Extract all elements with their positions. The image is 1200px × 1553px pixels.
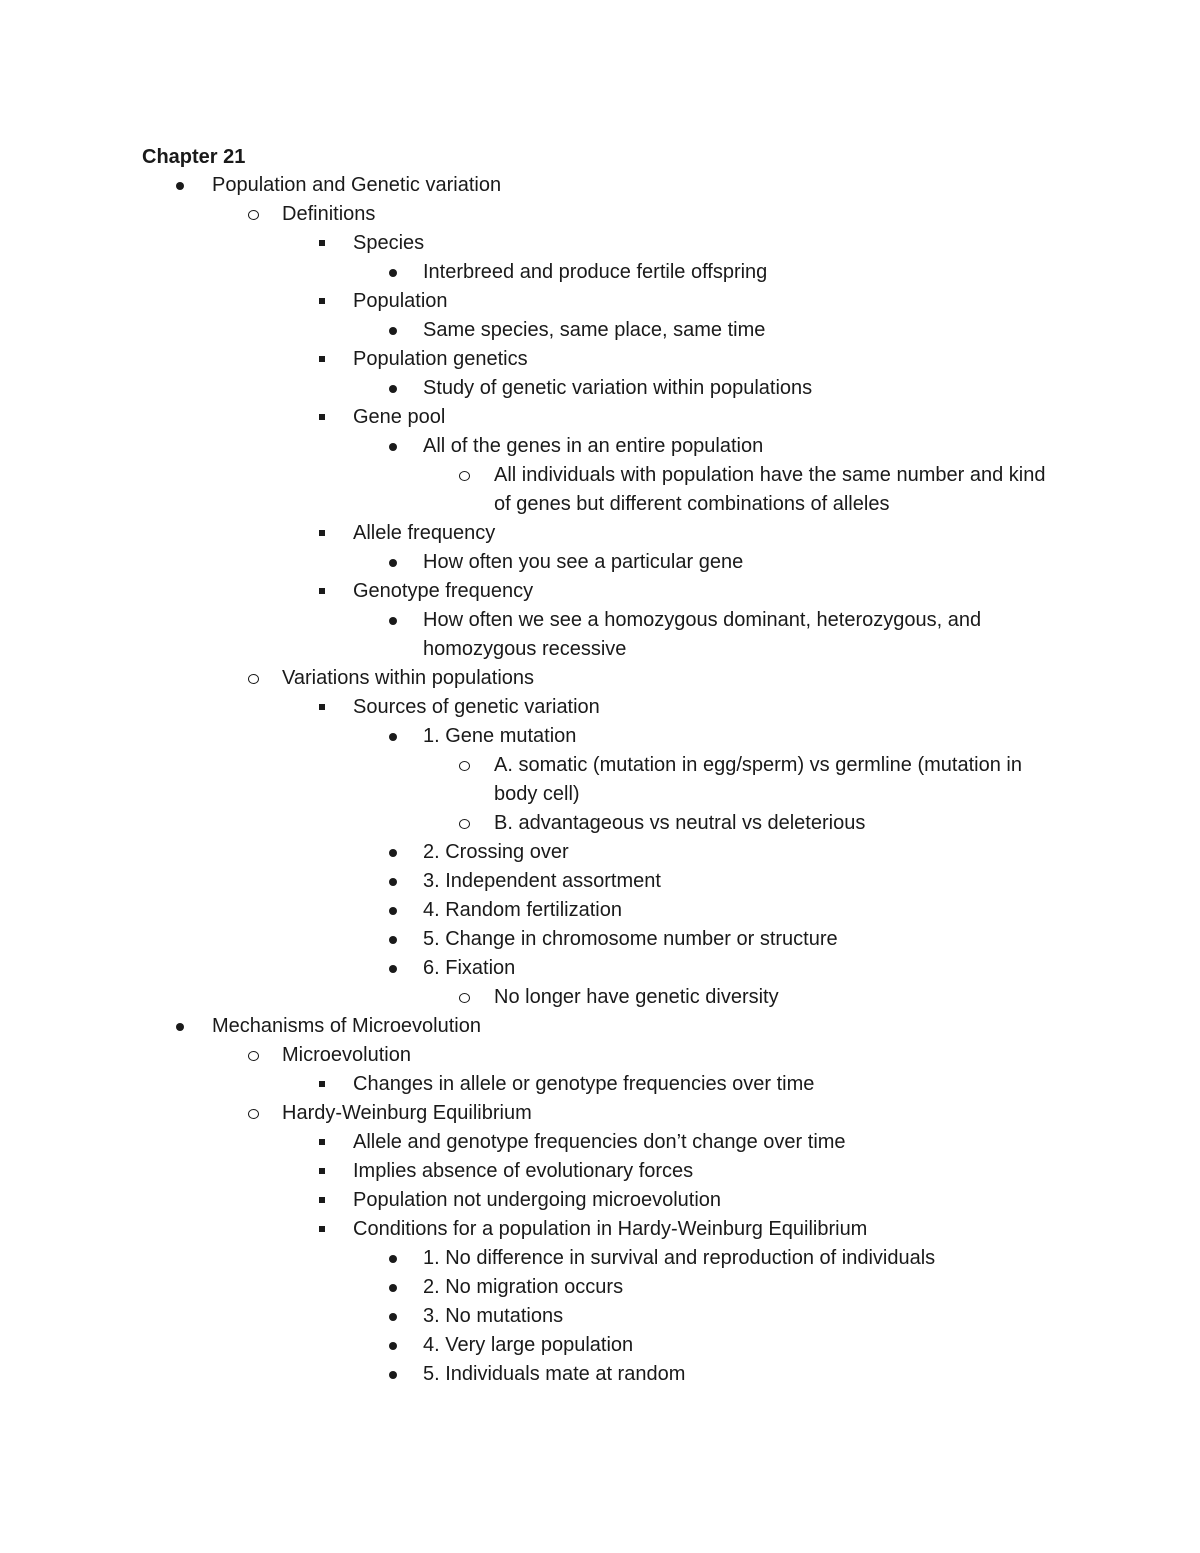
outline-item-text: Study of genetic variation within populations	[423, 377, 813, 399]
bullet-circle-icon	[245, 200, 265, 229]
outline-item-text: Species	[353, 232, 425, 254]
outline-item-text: Interbreed and produce fertile offspring	[423, 261, 768, 283]
outline-item-level-3	[0, 1070, 1200, 1099]
bullet-circle-icon	[245, 1099, 265, 1128]
outline-item-text: 1. Gene mutation	[423, 725, 577, 747]
outline-item-text: 4. Very large population	[423, 1334, 634, 1356]
bullet-square-icon	[315, 1186, 335, 1215]
outline-item-level-3	[0, 229, 1200, 258]
outline-item-text: Sources of genetic variation	[353, 696, 600, 718]
outline-item-text: How often we see a homozygous dominant, heterozygous, and homozygous recessive	[423, 609, 982, 660]
bullet-dot-icon	[384, 606, 404, 635]
bullet-dot-icon	[384, 432, 404, 461]
bullet-square-icon	[315, 577, 335, 606]
bullet-square-icon	[315, 1128, 335, 1157]
bullet-dot-icon	[384, 1273, 404, 1302]
outline-item-level-3	[0, 345, 1200, 374]
bullet-dot-icon	[384, 1302, 404, 1331]
outline-item-text: 4. Random fertilization	[423, 899, 622, 921]
bullet-dot-icon	[384, 954, 404, 983]
outline-item-text: 3. No mutations	[423, 1305, 564, 1327]
outline-item-level-4	[0, 1244, 1200, 1273]
outline-item-level-4	[0, 1331, 1200, 1360]
outline-item-text: Population	[353, 290, 448, 312]
bullet-square-icon	[315, 345, 335, 374]
bullet-circle-icon	[456, 461, 476, 490]
outline-item-level-4	[0, 1273, 1200, 1302]
bullet-square-icon	[315, 519, 335, 548]
outline-item-text: Population not undergoing microevolution	[353, 1189, 722, 1211]
bullet-square-icon	[315, 287, 335, 316]
bullet-dot-icon	[384, 838, 404, 867]
outline-item-text: 5. Individuals mate at random	[423, 1363, 686, 1385]
outline-item-level-4	[0, 954, 1200, 983]
bullet-dot-icon	[384, 896, 404, 925]
outline-item-text: A. somatic (mutation in egg/sperm) vs germline (mutation in body cell)	[494, 754, 1022, 805]
outline-item-text: Allele frequency	[353, 522, 496, 544]
outline-item-text: 2. Crossing over	[423, 841, 569, 863]
outline-item-text: B. advantageous vs neutral vs deleterious	[494, 812, 866, 834]
outline-item-level-5	[0, 983, 1200, 1012]
outline-item-text: Definitions	[282, 203, 376, 225]
outline-item-level-3	[0, 403, 1200, 432]
outline-item-level-4	[0, 925, 1200, 954]
outline-item-text: Population genetics	[353, 348, 528, 370]
outline-item-level-4	[0, 1360, 1200, 1389]
outline-item-text: Population and Genetic variation	[212, 174, 502, 196]
outline-item-level-2	[0, 664, 1200, 693]
outline-item-text: Conditions for a population in Hardy-Weinburg Equilibrium	[353, 1218, 868, 1240]
outline-item-text: Same species, same place, same time	[423, 319, 766, 341]
outline-item-level-4	[0, 316, 1200, 345]
outline-item-text: Changes in allele or genotype frequencies over time	[353, 1073, 815, 1095]
outline-item-text: Mechanisms of Microevolution	[212, 1015, 481, 1037]
outline-item-text: 6. Fixation	[423, 957, 516, 979]
outline-item-text: All of the genes in an entire population	[423, 435, 764, 457]
outline-item-text: 3. Independent assortment	[423, 870, 661, 892]
outline-item-level-3	[0, 287, 1200, 316]
bullet-dot-icon	[384, 1360, 404, 1389]
outline-item-text: Variations within populations	[282, 667, 535, 689]
outline-list	[0, 171, 1200, 1389]
outline-item-level-4	[0, 838, 1200, 867]
bullet-circle-icon	[456, 983, 476, 1012]
bullet-circle-icon	[245, 1041, 265, 1070]
bullet-square-icon	[315, 403, 335, 432]
outline-item-level-4	[0, 1302, 1200, 1331]
outline-item-level-3	[0, 1215, 1200, 1244]
bullet-square-icon	[315, 1157, 335, 1186]
outline-item-level-1	[0, 1012, 1200, 1041]
outline-item-level-4	[0, 896, 1200, 925]
bullet-square-icon	[315, 1070, 335, 1099]
outline-item-level-3	[0, 1157, 1200, 1186]
outline-item-level-5	[0, 809, 1200, 838]
outline-item-level-5	[0, 461, 1200, 519]
outline-item-level-3	[0, 577, 1200, 606]
outline-item-level-4	[0, 867, 1200, 896]
bullet-square-icon	[315, 693, 335, 722]
outline-item-text: 5. Change in chromosome number or structure	[423, 928, 838, 950]
bullet-dot-icon	[171, 1012, 191, 1041]
outline-item-level-3	[0, 1186, 1200, 1215]
outline-item-text: Microevolution	[282, 1044, 411, 1066]
outline-item-level-3	[0, 519, 1200, 548]
outline-item-level-4	[0, 258, 1200, 287]
outline-item-level-2	[0, 200, 1200, 229]
bullet-dot-icon	[384, 925, 404, 954]
bullet-circle-icon	[456, 751, 476, 780]
bullet-dot-icon	[171, 171, 191, 200]
outline-item-level-4	[0, 432, 1200, 461]
bullet-dot-icon	[384, 867, 404, 896]
bullet-square-icon	[315, 229, 335, 258]
bullet-dot-icon	[384, 316, 404, 345]
outline-item-text: No longer have genetic diversity	[494, 986, 779, 1008]
outline-item-level-3	[0, 693, 1200, 722]
bullet-dot-icon	[384, 1331, 404, 1360]
outline-item-level-4	[0, 606, 1200, 664]
bullet-dot-icon	[384, 374, 404, 403]
outline-item-text: Gene pool	[353, 406, 446, 428]
page-title: Chapter 21	[142, 146, 246, 168]
outline-item-level-2	[0, 1041, 1200, 1070]
bullet-dot-icon	[384, 258, 404, 287]
outline-item-level-2	[0, 1099, 1200, 1128]
outline-item-text: Genotype frequency	[353, 580, 534, 602]
outline-item-text: Hardy-Weinburg Equilibrium	[282, 1102, 532, 1124]
bullet-dot-icon	[384, 548, 404, 577]
outline-item-text: 1. No difference in survival and reproduction of individuals	[423, 1247, 936, 1269]
outline-item-level-1	[0, 171, 1200, 200]
outline-item-text: Implies absence of evolutionary forces	[353, 1160, 694, 1182]
outline-item-level-4	[0, 548, 1200, 577]
bullet-circle-icon	[245, 664, 265, 693]
outline-item-text: Allele and genotype frequencies don’t change over time	[353, 1131, 846, 1153]
outline-item-text: How often you see a particular gene	[423, 551, 744, 573]
outline-item-level-4	[0, 722, 1200, 751]
outline-item-text: All individuals with population have the same number and kind of genes but different combinations of alleles	[494, 464, 1046, 515]
outline-item-text: 2. No migration occurs	[423, 1276, 624, 1298]
outline-item-level-3	[0, 1128, 1200, 1157]
outline-item-level-4	[0, 374, 1200, 403]
outline-item-level-5	[0, 751, 1200, 809]
bullet-circle-icon	[456, 809, 476, 838]
bullet-dot-icon	[384, 722, 404, 751]
bullet-square-icon	[315, 1215, 335, 1244]
bullet-dot-icon	[384, 1244, 404, 1273]
